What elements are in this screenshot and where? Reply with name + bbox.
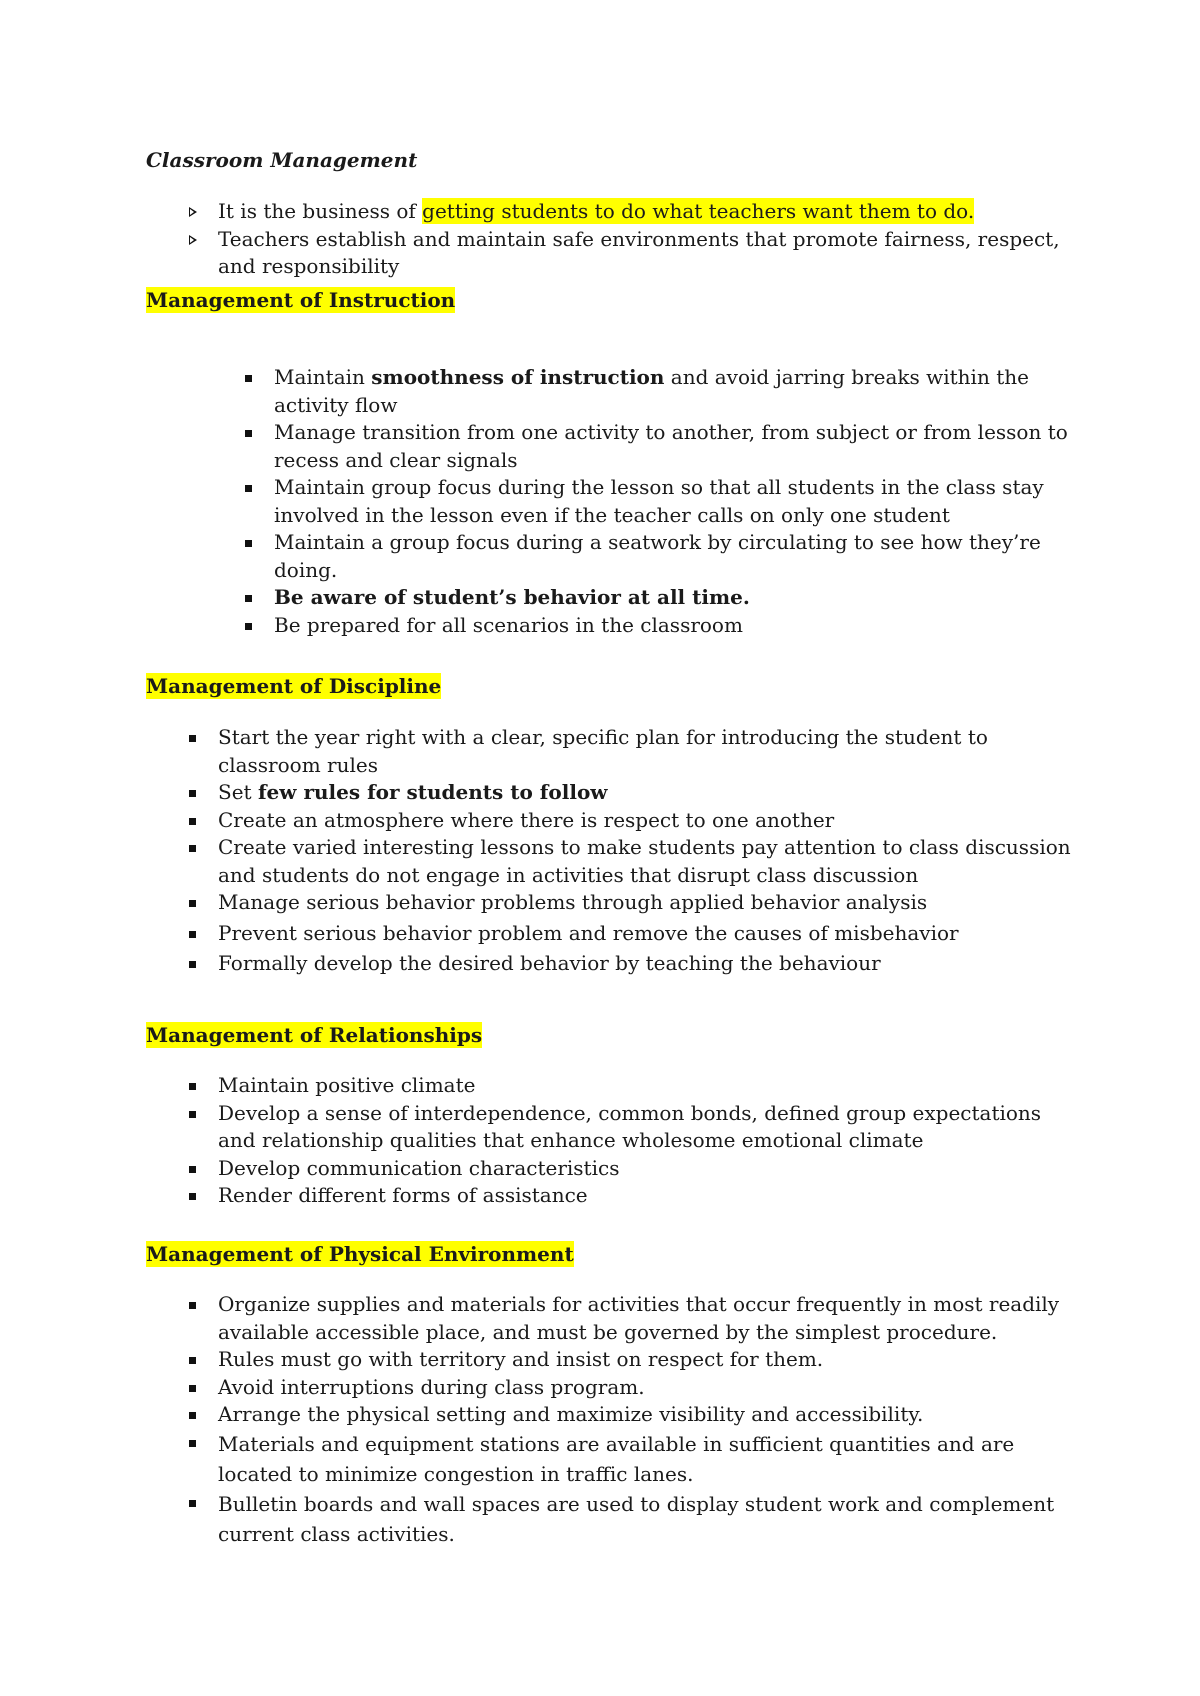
heading-text: Management of Relationships (146, 1023, 483, 1047)
item-text: It is the business of (218, 199, 423, 223)
list-item (218, 950, 1078, 978)
relationships-list (218, 1072, 1078, 1210)
list-item (218, 198, 1078, 226)
item-text: Prevent serious behavior problem and remove the causes of misbehavior (218, 920, 959, 945)
list-item (218, 724, 1078, 779)
list-item (218, 1072, 1078, 1100)
list-item (274, 584, 1074, 612)
highlighted-text: getting students to do what teachers want them to do. (422, 199, 975, 223)
heading-text: Management of Physical Environment (146, 1242, 574, 1266)
list-item (218, 1489, 1078, 1549)
item-text: Manage transition from one activity to another, from subject or from lesson to recess and clear signals (274, 420, 1068, 472)
item-text: Set (218, 780, 258, 804)
item-text: Bulletin boards and wall spaces are used to display student work and complement current class activities. (218, 1491, 1055, 1546)
item-text: Create an atmosphere where there is respect to one another (218, 807, 835, 832)
item-text: Rules must go with territory and insist on respect for them. (218, 1347, 824, 1371)
item-text: Develop communication characteristics (218, 1155, 620, 1180)
list-item (218, 1346, 1078, 1374)
list-item (218, 889, 1078, 917)
list-item (218, 1374, 1078, 1402)
bold-text: few rules for students to follow (257, 780, 608, 804)
list-item (218, 779, 1078, 807)
physical-environment-list (218, 1291, 1078, 1549)
list-item (218, 920, 1078, 948)
list-item (218, 1401, 1078, 1429)
list-item (218, 1291, 1078, 1346)
list-item (218, 226, 1078, 281)
list-item (218, 1155, 1078, 1183)
item-text: Formally develop the desired behavior by teaching the behaviour (218, 951, 881, 975)
item-text: Organize supplies and materials for activities that occur frequently in most readily available accessible place, and must be governed by the simplest procedure. (218, 1292, 1060, 1344)
heading-text: Management of Instruction (146, 288, 456, 312)
item-text: Be prepared for all scenarios in the classroom (274, 612, 743, 637)
item-text: Maintain group focus during the lesson so that all students in the class stay involved in the lesson even if the teacher calls on only one student (274, 475, 1044, 527)
discipline-list (218, 724, 1078, 978)
list-item (218, 1100, 1078, 1155)
item-text: and avoid jarring breaks within the activity flow (274, 365, 1029, 417)
section-heading-instruction (146, 287, 455, 313)
item-text: Start the year right with a clear, specific plan for introducing the student to classroom rules (218, 725, 988, 777)
item-text: Maintain (274, 365, 372, 389)
list-item (274, 612, 1074, 640)
item-text: Materials and equipment stations are available in sufficient quantities and are located to minimize congestion in traffic lanes. (218, 1431, 1015, 1486)
item-text: Maintain a group focus during a seatwork by circulating to see how they’re doing. (274, 530, 1041, 582)
section-heading-discipline (146, 673, 441, 699)
item-text: Render different forms of assistance (218, 1183, 588, 1207)
item-text: Develop a sense of interdependence, common bonds, defined group expectations and relationship qualities that enhance wholesome emotional climate (218, 1100, 1042, 1152)
instruction-list (274, 364, 1074, 639)
heading-text: Management of Discipline (146, 674, 442, 698)
section-heading-relationships (146, 1022, 482, 1048)
bold-text: smoothness of instruction (371, 365, 665, 389)
list-item (274, 419, 1074, 474)
item-text: Create varied interesting lessons to make students pay attention to class discussion and students do not engage in activities that disrupt class discussion (218, 835, 1071, 887)
section-heading-physical (146, 1241, 574, 1267)
document-title: Classroom Management (146, 148, 418, 172)
list-item (274, 529, 1074, 584)
item-text: Manage serious behavior problems through applied behavior analysis (218, 890, 928, 914)
list-item (274, 474, 1074, 529)
list-item (218, 807, 1078, 835)
bold-text: Be aware of student’s behavior at all time. (274, 585, 750, 609)
list-item (218, 1182, 1078, 1210)
item-text: Maintain positive climate (218, 1073, 476, 1097)
list-item (274, 364, 1074, 419)
item-text: Arrange the physical setting and maximize visibility and accessibility. (218, 1402, 924, 1426)
item-text: Teachers establish and maintain safe environments that promote fairness, respect, and responsibility (218, 226, 1060, 278)
item-text: Avoid interruptions during class program. (218, 1374, 645, 1399)
list-item (218, 1429, 1078, 1489)
list-item (218, 834, 1078, 889)
intro-list (218, 198, 1078, 281)
